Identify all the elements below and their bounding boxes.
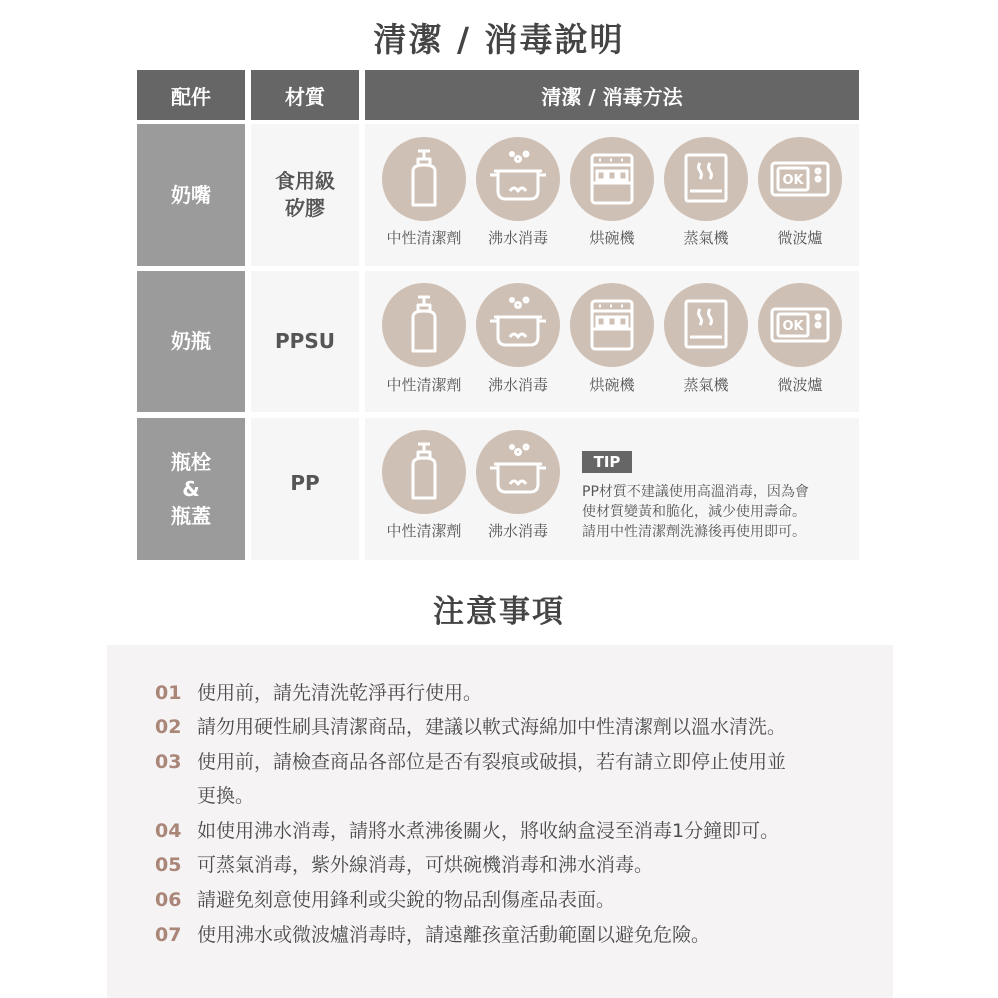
row3-material-text: PP	[290, 471, 320, 495]
note-number: 04	[155, 820, 182, 842]
row1-material-line2: 矽膠	[285, 196, 325, 220]
boiling-pot-icon	[476, 430, 560, 514]
detergent-icon	[382, 137, 466, 221]
steamer-icon	[664, 137, 748, 221]
label-microwave: 微波爐	[777, 376, 823, 394]
row3-part-line3: 瓶蓋	[171, 503, 211, 528]
tip-text	[582, 482, 857, 542]
note-number: 05	[155, 854, 182, 876]
label-detergent: 中性清潔劑	[386, 229, 462, 247]
page-title: 清潔 / 消毒說明	[373, 20, 625, 59]
svg-text:OK: OK	[782, 173, 804, 188]
note-text: 使用前，請先清洗乾淨再行使用。	[197, 682, 483, 704]
boiling-pot-icon	[476, 283, 560, 367]
note-text: 請避免刻意使用鋒利或尖銳的物品刮傷產品表面。	[197, 889, 616, 911]
dish-dryer-icon	[570, 137, 654, 221]
microwave-icon	[758, 283, 842, 367]
label-dryer: 烘碗機	[589, 376, 635, 394]
row3-part	[137, 418, 245, 560]
row3-part-line1: 瓶栓	[171, 449, 211, 474]
notes-title: 注意事項	[433, 594, 565, 630]
tip-badge: TIP	[582, 451, 632, 473]
notes-panel	[107, 645, 893, 998]
header-material: 材質	[251, 70, 359, 120]
label-dryer: 烘碗機	[589, 229, 635, 247]
label-boiling: 沸水消毒	[487, 229, 548, 247]
note-text: 如使用沸水消毒，請將水煮沸後關火，將收納盒浸至消毒1分鐘即可。	[197, 820, 780, 842]
note-number: 06	[155, 889, 182, 911]
label-detergent: 中性清潔劑	[386, 376, 462, 394]
tip-line: PP材質不建議使用高溫消毒，因為會	[582, 484, 809, 500]
row1-material-line1: 食用級	[275, 169, 335, 193]
label-detergent: 中性清潔劑	[386, 522, 462, 540]
label-microwave: 微波爐	[777, 229, 823, 247]
header-method: 清潔 / 消毒方法	[365, 70, 859, 120]
note-number: 02	[155, 716, 182, 738]
note-text: 使用前，請檢查商品各部位是否有裂痕或破損，若有請立即停止使用並	[197, 751, 787, 773]
note-text: 可蒸氣消毒，紫外線消毒，可烘碗機消毒和沸水消毒。	[197, 854, 654, 876]
detergent-icon	[382, 283, 466, 367]
note-text: 使用沸水或微波爐消毒時，請遠離孩童活動範圍以避免危險。	[197, 924, 711, 946]
note-text: 請勿用硬性刷具清潔商品，建議以軟式海綿加中性清潔劑以溫水清洗。	[197, 716, 787, 738]
label-boiling: 沸水消毒	[487, 376, 548, 394]
note-number: 07	[155, 924, 182, 946]
note-number: 03	[155, 751, 182, 773]
detergent-icon	[382, 430, 466, 514]
note-number: 01	[155, 682, 182, 704]
row1-material	[251, 124, 359, 266]
label-steamer: 蒸氣機	[683, 229, 729, 247]
note-text: 更換。	[197, 785, 255, 807]
microwave-icon	[758, 137, 842, 221]
row3-part-line2: &	[182, 476, 200, 501]
row1-part: 奶嘴	[137, 124, 245, 266]
row2-material: PPSU	[251, 271, 359, 412]
header-part: 配件	[137, 70, 245, 120]
dish-dryer-icon	[570, 283, 654, 367]
label-steamer: 蒸氣機	[683, 376, 729, 394]
row3-material	[251, 418, 359, 560]
steamer-icon	[664, 283, 748, 367]
label-boiling: 沸水消毒	[487, 522, 548, 540]
row2-part: 奶瓶	[137, 271, 245, 412]
svg-text:OK: OK	[782, 319, 804, 334]
tip-line: 使材質變黃和脆化，減少使用壽命。	[582, 504, 806, 520]
tip-line: 請用中性清潔劑洗滌後再使用即可。	[582, 524, 806, 540]
boiling-pot-icon	[476, 137, 560, 221]
